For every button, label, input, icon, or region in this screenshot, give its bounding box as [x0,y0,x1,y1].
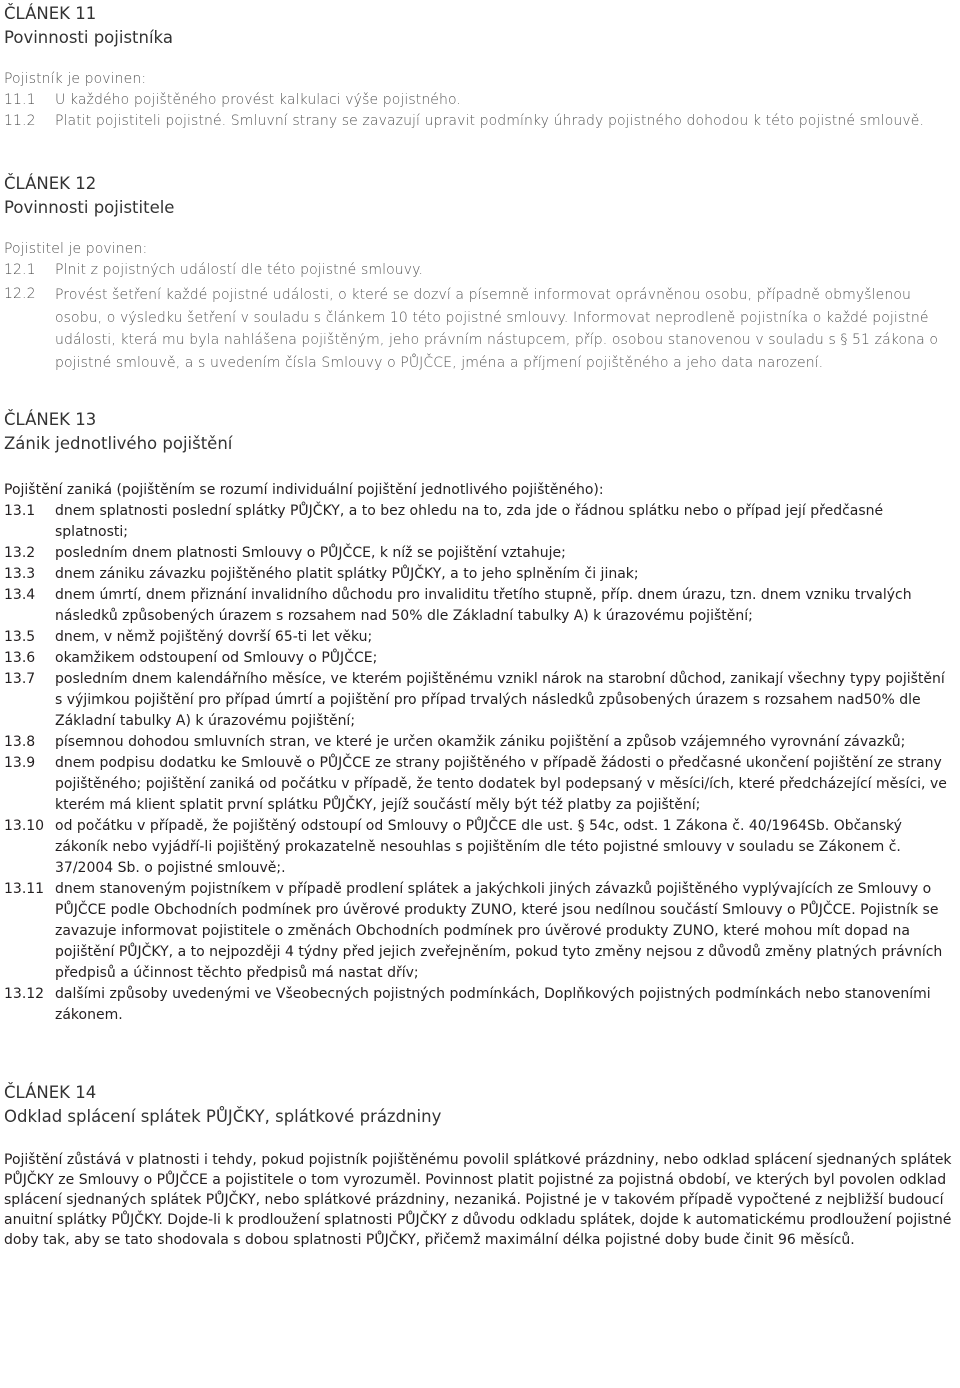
list-item [4,984,956,1026]
item-text: Provést šetření každé pojistné události, o které se dozví a písemně informovat oprávněnou osobu, případně obmyšlenou osobu, o výsledku šetření v souladu s článkem 10 této pojistné smlouvy. Informovat neprodleně pojistníka o každé pojistné události, která mu byla nahlášena pojištěným, jeho právním nástupcem, příp. osobou stanovenou v souladu s § 51 zákona o pojistné smlouvě, a s uvedením čísla Smlouvy o PŮJČCE, jména a příjmení pojištěného a jeho data narození. [55,287,938,371]
article-heading: ČLÁNEK 12 [4,174,97,193]
article-lead: Pojištění zaniká (pojištěním se rozumí individuální pojištění jednotlivého pojištěného): [4,482,604,498]
item-number: 12.2 [4,286,36,302]
item-text: dnem zániku závazku pojištěného platit splátky PŮJČKY, a to jeho splněním či jinak; [55,566,639,582]
item-number: 13.11 [4,881,45,897]
list-item [4,111,956,132]
item-text: dnem splatnosti poslední splátky PŮJČKY, a to bez ohledu na to, zda jde o řádnou splátku nebo o případ její předčasné splatnosti; [55,503,884,540]
item-text: okamžikem odstoupení od Smlouvy o PŮJČCE; [55,650,378,666]
list-item [4,501,956,543]
item-text: Platit pojistiteli pojistné. Smluvní strany se zavazují upravit podmínky úhrady pojistného dohodou k této pojistné smlouvě. [55,113,925,129]
list-item [4,260,956,281]
item-text: dnem podpisu dodatku ke Smlouvě o PŮJČCE ze strany pojištěného v případě žádosti o předčasné ukončení pojištění ze strany pojištěného; pojištění zaniká od počátku v případě, že tento dodatek byl podepsaný v měsíci/ích, které předcházející měsíci, ve kterém má klient splatit první splátku PŮJČKY, jejíž součástí měly být též platby za pojištění; [55,755,947,813]
article-lead: Pojistník je povinen: [4,71,147,87]
list-item [4,627,956,648]
item-text: posledním dnem platnosti Smlouvy o PŮJČCE, k níž se pojištění vztahuje; [55,545,566,561]
article-11 [4,2,956,132]
article-lead: Pojistitel je povinen: [4,241,148,257]
item-number: 11.1 [4,92,36,108]
item-text: dnem úmrtí, dnem přiznání invalidního důchodu pro invaliditu třetího stupně, příp. dnem úrazu, tzn. dnem vzniku trvalých následků způsobených úrazem s rozsahem nad 50% dle Základní tabulky A) k úrazovému pojištění; [55,587,912,624]
item-text: dalšími způsoby uvedenými ve Všeobecných pojistných podmínkách, Doplňkových pojistných podmínkách nebo stanoveními zákonem. [55,986,931,1023]
list-item [4,669,956,732]
item-number: 13.5 [4,629,36,645]
item-number: 13.4 [4,587,36,603]
item-text: písemnou dohodou smluvních stran, ve které je určen okamžik zániku pojištění a způsob vzájemného vyrovnání závazků; [55,734,906,750]
item-text: U každého pojištěného provést kalkulaci výše pojistného. [55,92,461,108]
list-item [4,648,956,669]
item-number: 13.1 [4,503,36,519]
item-number: 13.12 [4,986,45,1002]
item-text: dnem stanoveným pojistníkem v případě prodlení splátek a jakýchkoli jiných závazků pojištěného vyplývajících ze Smlouvy o PŮJČCE podle Obchodních podmínek pro úvěrové produkty ZUNO, které jsou nedílnou součástí Smlouvy o PŮJČCE. Pojistník se zavazuje informovat pojistitele o změnách Obchodních podmínek pro úvěrové produkty ZUNO, které mohou mít dopad na pojištění PŮJČKY, a to nejpozději 4 týdny před jejich zveřejněním, pokud tyto změny nejsou z důvodů změny platných právních předpisů a účinnost těchto předpisů má nastat dřív; [55,881,943,981]
item-number: 11.2 [4,113,36,129]
item-text: posledním dnem kalendářního měsíce, ve kterém pojištěnému vznikl nárok na starobní důchod, zanikají všechny typy pojištění s výjimkou pojištění pro případ úmrtí a pojištění pro případ trvalých následků způsobených úrazem s rozsahem nad50% dle Základní tabulky A) k úrazovému pojištění; [55,671,945,729]
item-text: od počátku v případě, že pojištěný odstoupí od Smlouvy o PŮJČCE dle ust. § 54c, odst. 1 Zákona č. 40/1964Sb. Občanský zákoník nebo vyjádří-li pojištěný prokazatelně nesouhlas s pojištěním dle této pojistné smlouvy v souladu se Zákonem č. 37/2004 Sb. o pojistné smlouvě;. [55,818,902,876]
item-text: dnem, v němž pojištěný dovrší 65-ti let věku; [55,629,373,645]
article-12 [4,172,956,374]
item-number: 13.8 [4,734,36,750]
item-text: Plnit z pojistných událostí dle této pojistné smlouvy. [55,262,424,278]
article-title: Povinnosti pojistníka [4,28,173,47]
item-number: 13.6 [4,650,36,666]
item-number: 13.3 [4,566,36,582]
list-item [4,879,956,984]
article-heading: ČLÁNEK 14 [4,1083,97,1102]
list-item [4,753,956,816]
article-heading: ČLÁNEK 13 [4,410,97,429]
article-14 [4,1081,956,1250]
item-number: 13.9 [4,755,36,771]
article-title: Odklad splácení splátek PŮJČKY, splátkové prázdniny [4,1107,442,1126]
item-number: 12.1 [4,262,36,278]
list-item [4,732,956,753]
list-item [4,816,956,879]
article-title: Zánik jednotlivého pojištění [4,434,233,453]
list-item [4,284,956,374]
list-item [4,585,956,627]
article-title: Povinnosti pojistitele [4,198,175,217]
article-heading: ČLÁNEK 11 [4,4,97,23]
article-13 [4,408,956,1026]
item-number: 13.7 [4,671,36,687]
list-item [4,543,956,564]
item-number: 13.10 [4,818,45,834]
item-number: 13.2 [4,545,36,561]
list-item [4,564,956,585]
article-paragraph: Pojištění zůstává v platnosti i tehdy, pokud pojistník pojištěnému povolil splátkové prázdniny, nebo odklad splácení sjednaných splátek PŮJČKY ze Smlouvy o PŮJČCE a pojistitele o tom vyrozuměl. Povinnost platit pojistné za pojistná období, ve kterých byl povolen odklad splácení sjednaných splátek PŮJČKY, nebo splátkové prázdniny, nezaniká. Pojistné je v takovém případě vypočtené z nejbližší budoucí anuitní splátky PŮJČKY. Dojde-li k prodloužení splatnosti PŮJČKY z důvodu odkladu splátek, dojde k automatickému prodloužení pojistné doby tak, aby se tato shodovala s dobou splatnosti PŮJČKY, přičemž maximální délka pojistné doby bude činit 96 měsíců. [4,1152,952,1248]
list-item [4,90,956,111]
